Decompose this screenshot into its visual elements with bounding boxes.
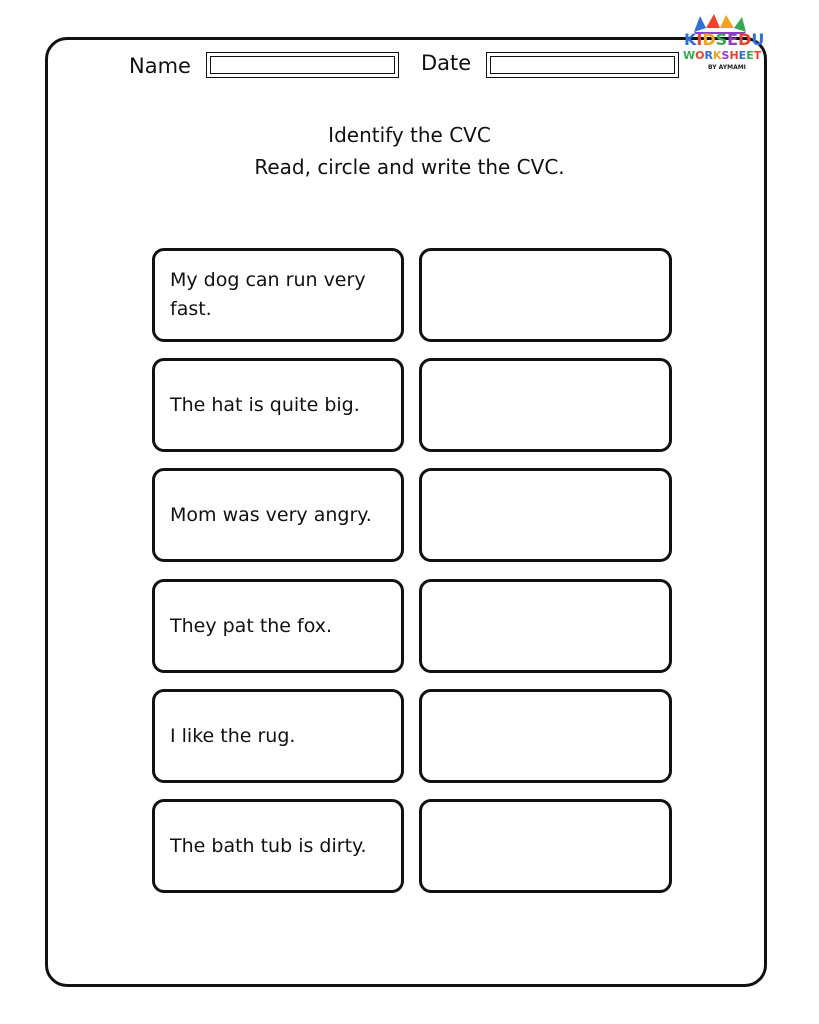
logo-letter: S xyxy=(721,49,730,62)
logo-worksheet-text xyxy=(683,50,761,61)
logo-letter: W xyxy=(683,49,696,62)
sentence-card-5: I like the rug. xyxy=(152,689,404,783)
logo-letter: E xyxy=(746,49,754,62)
logo-letter: K xyxy=(684,30,697,49)
answer-box-2[interactable] xyxy=(419,358,672,452)
date-field[interactable] xyxy=(486,52,679,78)
answer-box-1[interactable] xyxy=(419,248,672,342)
logo-letter: R xyxy=(704,49,713,62)
logo-letter: D xyxy=(702,30,716,49)
answer-box-6[interactable] xyxy=(419,799,672,893)
answer-box-4[interactable] xyxy=(419,579,672,673)
logo-letter: T xyxy=(753,49,762,62)
answer-box-3[interactable] xyxy=(419,468,672,562)
answer-box-5[interactable] xyxy=(419,689,672,783)
logo-letter: E xyxy=(738,49,747,62)
logo-byline: BY AYMAMI xyxy=(708,64,746,71)
date-label: Date xyxy=(421,51,472,75)
sentence-card-1: My dog can run very fast. xyxy=(152,248,404,342)
logo-letter: U xyxy=(751,30,765,49)
sentence-card-4: They pat the fox. xyxy=(152,579,404,673)
name-input[interactable] xyxy=(213,58,392,72)
logo-kidsedu-text xyxy=(684,32,764,48)
logo-letter: E xyxy=(727,30,739,49)
name-field[interactable] xyxy=(206,52,399,78)
worksheet-title: Identify the CVC xyxy=(328,123,491,147)
name-label: Name xyxy=(129,54,191,78)
logo-letter: O xyxy=(695,49,705,62)
worksheet-subtitle: Read, circle and write the CVC. xyxy=(254,155,565,179)
sentence-card-2: The hat is quite big. xyxy=(152,358,404,452)
logo-letter: I xyxy=(696,30,703,49)
logo-letter: S xyxy=(715,30,728,49)
logo-letter: H xyxy=(729,49,739,62)
kidsedu-logo xyxy=(680,12,768,78)
sentence-card-3: Mom was very angry. xyxy=(152,468,404,562)
date-input[interactable] xyxy=(493,58,672,72)
logo-letter: K xyxy=(712,49,722,62)
sentence-card-6: The bath tub is dirty. xyxy=(152,799,404,893)
logo-letter: D xyxy=(738,30,752,49)
